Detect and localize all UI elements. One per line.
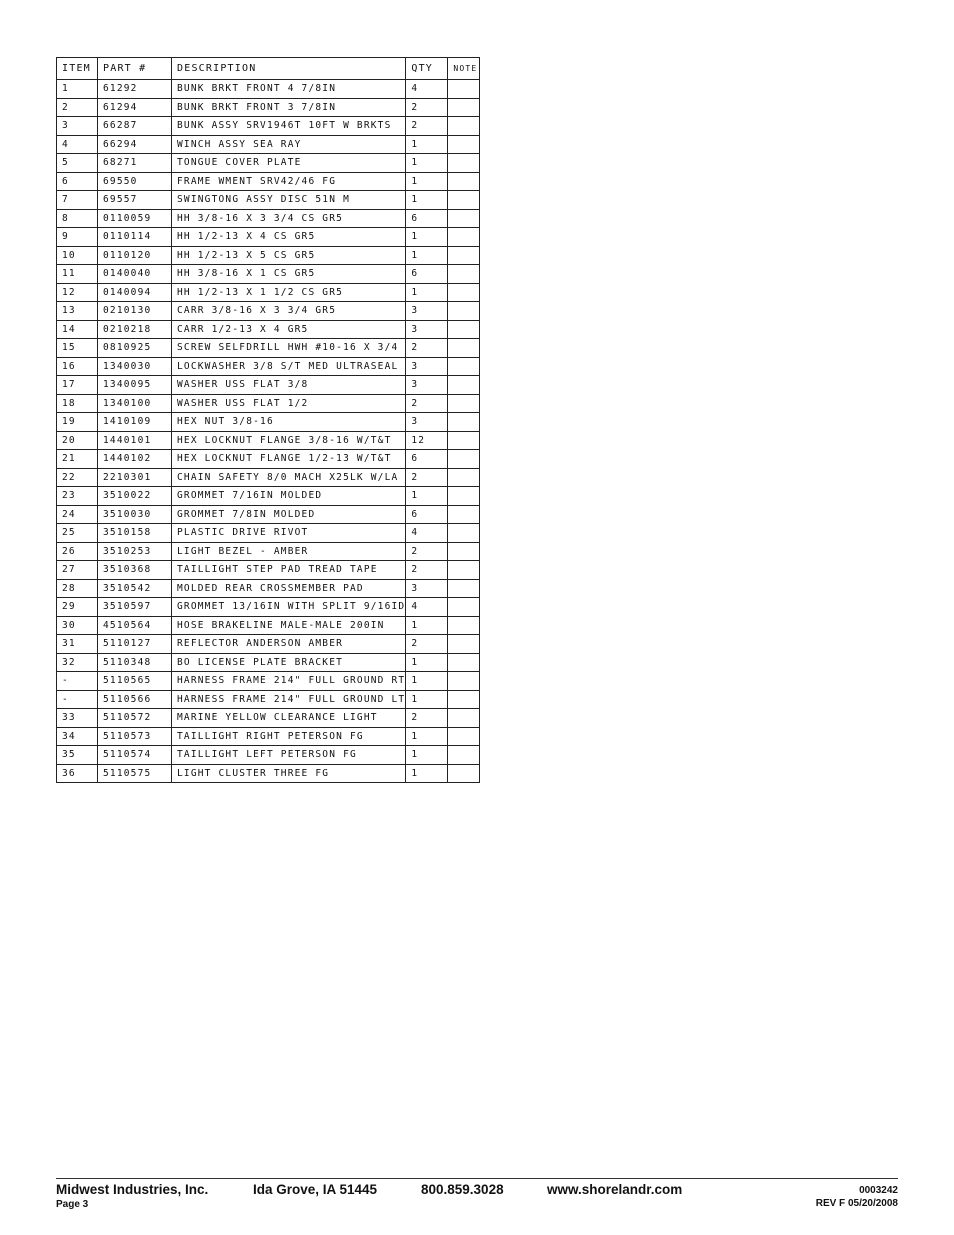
description-cell: BO LICENSE PLATE BRACKET — [172, 653, 406, 672]
description-cell: HEX LOCKNUT FLANGE 3/8-16 W/T&T — [172, 431, 406, 450]
note-cell — [448, 283, 480, 302]
part-number-cell: 61294 — [98, 98, 172, 117]
description-cell: MARINE YELLOW CLEARANCE LIGHT — [172, 709, 406, 728]
part-number-cell: 61292 — [98, 80, 172, 99]
item-cell: 26 — [57, 542, 98, 561]
table-row — [57, 117, 480, 136]
qty-cell: 2 — [406, 117, 448, 136]
table-row — [57, 616, 480, 635]
item-cell: 29 — [57, 598, 98, 617]
table-row — [57, 635, 480, 654]
table-row — [57, 98, 480, 117]
qty-cell: 2 — [406, 635, 448, 654]
header-qty: QTY — [406, 58, 448, 80]
part-number-cell: 5110566 — [98, 690, 172, 709]
table-row — [57, 542, 480, 561]
item-cell: - — [57, 690, 98, 709]
description-cell: PLASTIC DRIVE RIVOT — [172, 524, 406, 543]
item-cell: 24 — [57, 505, 98, 524]
item-cell: 36 — [57, 764, 98, 783]
qty-cell: 3 — [406, 357, 448, 376]
description-cell: BUNK ASSY SRV1946T 10FT W BRKTS — [172, 117, 406, 136]
description-cell: LIGHT BEZEL - AMBER — [172, 542, 406, 561]
item-cell: 33 — [57, 709, 98, 728]
table-row — [57, 80, 480, 99]
table-row — [57, 450, 480, 469]
item-cell: 12 — [57, 283, 98, 302]
item-cell: 5 — [57, 154, 98, 173]
table-row — [57, 135, 480, 154]
footer-doc-number: 0003242 — [859, 1185, 898, 1196]
item-cell: 10 — [57, 246, 98, 265]
description-cell: WASHER USS FLAT 1/2 — [172, 394, 406, 413]
part-number-cell: 69550 — [98, 172, 172, 191]
table-row — [57, 487, 480, 506]
parts-table-body — [57, 80, 480, 783]
description-cell: CHAIN SAFETY 8/0 MACH X25LK W/LA — [172, 468, 406, 487]
description-cell: BUNK BRKT FRONT 3 7/8IN — [172, 98, 406, 117]
table-row — [57, 246, 480, 265]
note-cell — [448, 98, 480, 117]
note-cell — [448, 505, 480, 524]
qty-cell: 1 — [406, 672, 448, 691]
description-cell: TAILLIGHT LEFT PETERSON FG — [172, 746, 406, 765]
note-cell — [448, 690, 480, 709]
qty-cell: 1 — [406, 246, 448, 265]
part-number-cell: 5110127 — [98, 635, 172, 654]
description-cell: TAILLIGHT RIGHT PETERSON FG — [172, 727, 406, 746]
part-number-cell: 0110114 — [98, 228, 172, 247]
note-cell — [448, 431, 480, 450]
note-cell — [448, 135, 480, 154]
qty-cell: 4 — [406, 598, 448, 617]
qty-cell: 1 — [406, 727, 448, 746]
qty-cell: 1 — [406, 764, 448, 783]
item-cell: 2 — [57, 98, 98, 117]
header-item: ITEM — [57, 58, 98, 80]
table-row — [57, 431, 480, 450]
item-cell: 30 — [57, 616, 98, 635]
note-cell — [448, 598, 480, 617]
note-cell — [448, 246, 480, 265]
description-cell: TONGUE COVER PLATE — [172, 154, 406, 173]
table-row — [57, 172, 480, 191]
table-row — [57, 727, 480, 746]
table-row — [57, 339, 480, 358]
part-number-cell: 1440101 — [98, 431, 172, 450]
item-cell: 11 — [57, 265, 98, 284]
part-number-cell: 5110574 — [98, 746, 172, 765]
item-cell: 32 — [57, 653, 98, 672]
note-cell — [448, 191, 480, 210]
note-cell — [448, 450, 480, 469]
description-cell: LOCKWASHER 3/8 S/T MED ULTRASEAL — [172, 357, 406, 376]
item-cell: 35 — [57, 746, 98, 765]
table-row — [57, 191, 480, 210]
note-cell — [448, 468, 480, 487]
qty-cell: 1 — [406, 487, 448, 506]
description-cell: GROMMET 13/16IN WITH SPLIT 9/16ID — [172, 598, 406, 617]
part-number-cell: 0140040 — [98, 265, 172, 284]
qty-cell: 4 — [406, 80, 448, 99]
item-cell: - — [57, 672, 98, 691]
qty-cell: 4 — [406, 524, 448, 543]
description-cell: HEX NUT 3/8-16 — [172, 413, 406, 432]
item-cell: 17 — [57, 376, 98, 395]
note-cell — [448, 672, 480, 691]
note-cell — [448, 616, 480, 635]
part-number-cell: 5110572 — [98, 709, 172, 728]
item-cell: 18 — [57, 394, 98, 413]
part-number-cell: 0110120 — [98, 246, 172, 265]
table-row — [57, 709, 480, 728]
footer-city: Ida Grove, IA 51445 — [253, 1182, 378, 1197]
description-cell: BUNK BRKT FRONT 4 7/8IN — [172, 80, 406, 99]
part-number-cell: 3510253 — [98, 542, 172, 561]
part-number-cell: 3510022 — [98, 487, 172, 506]
qty-cell: 3 — [406, 579, 448, 598]
item-cell: 7 — [57, 191, 98, 210]
table-header-row — [57, 58, 480, 80]
note-cell — [448, 154, 480, 173]
description-cell: HARNESS FRAME 214" FULL GROUND RT — [172, 672, 406, 691]
note-cell — [448, 209, 480, 228]
part-number-cell: 3510158 — [98, 524, 172, 543]
part-number-cell: 1340100 — [98, 394, 172, 413]
item-cell: 19 — [57, 413, 98, 432]
item-cell: 16 — [57, 357, 98, 376]
item-cell: 28 — [57, 579, 98, 598]
description-cell: HARNESS FRAME 214" FULL GROUND LT — [172, 690, 406, 709]
table-row — [57, 561, 480, 580]
qty-cell: 2 — [406, 394, 448, 413]
item-cell: 4 — [57, 135, 98, 154]
footer-phone: 800.859.3028 — [421, 1182, 504, 1197]
table-row — [57, 302, 480, 321]
description-cell: CARR 3/8-16 X 3 3/4 GR5 — [172, 302, 406, 321]
note-cell — [448, 542, 480, 561]
qty-cell: 2 — [406, 339, 448, 358]
header-note: NOTE — [448, 58, 480, 80]
item-cell: 20 — [57, 431, 98, 450]
qty-cell: 1 — [406, 154, 448, 173]
qty-cell: 1 — [406, 746, 448, 765]
note-cell — [448, 302, 480, 321]
table-row — [57, 579, 480, 598]
note-cell — [448, 746, 480, 765]
table-row — [57, 524, 480, 543]
note-cell — [448, 579, 480, 598]
qty-cell: 12 — [406, 431, 448, 450]
note-cell — [448, 376, 480, 395]
part-number-cell: 5110575 — [98, 764, 172, 783]
qty-cell: 2 — [406, 561, 448, 580]
item-cell: 15 — [57, 339, 98, 358]
part-number-cell: 5110573 — [98, 727, 172, 746]
part-number-cell: 0210218 — [98, 320, 172, 339]
qty-cell: 3 — [406, 320, 448, 339]
note-cell — [448, 339, 480, 358]
qty-cell: 6 — [406, 505, 448, 524]
qty-cell: 6 — [406, 209, 448, 228]
item-cell: 27 — [57, 561, 98, 580]
note-cell — [448, 265, 480, 284]
qty-cell: 6 — [406, 265, 448, 284]
part-number-cell: 3510368 — [98, 561, 172, 580]
note-cell — [448, 320, 480, 339]
header-description: DESCRIPTION — [172, 58, 406, 80]
part-number-cell: 0210130 — [98, 302, 172, 321]
footer-page-number: Page 3 — [56, 1199, 89, 1210]
part-number-cell: 1410109 — [98, 413, 172, 432]
qty-cell: 1 — [406, 228, 448, 247]
table-row — [57, 746, 480, 765]
part-number-cell: 0110059 — [98, 209, 172, 228]
description-cell: FRAME WMENT SRV42/46 FG — [172, 172, 406, 191]
description-cell: GROMMET 7/8IN MOLDED — [172, 505, 406, 524]
table-row — [57, 265, 480, 284]
item-cell: 13 — [57, 302, 98, 321]
table-row — [57, 320, 480, 339]
description-cell: HH 3/8-16 X 1 CS GR5 — [172, 265, 406, 284]
description-cell: WINCH ASSY SEA RAY — [172, 135, 406, 154]
qty-cell: 1 — [406, 283, 448, 302]
qty-cell: 2 — [406, 542, 448, 561]
table-row — [57, 653, 480, 672]
qty-cell: 3 — [406, 302, 448, 321]
qty-cell: 3 — [406, 376, 448, 395]
qty-cell: 1 — [406, 191, 448, 210]
note-cell — [448, 561, 480, 580]
description-cell: HOSE BRAKELINE MALE-MALE 200IN — [172, 616, 406, 635]
qty-cell: 1 — [406, 135, 448, 154]
item-cell: 1 — [57, 80, 98, 99]
part-number-cell: 68271 — [98, 154, 172, 173]
part-number-cell: 4510564 — [98, 616, 172, 635]
qty-cell: 3 — [406, 413, 448, 432]
qty-cell: 2 — [406, 709, 448, 728]
note-cell — [448, 653, 480, 672]
part-number-cell: 3510030 — [98, 505, 172, 524]
part-number-cell: 69557 — [98, 191, 172, 210]
footer-company: Midwest Industries, Inc. — [56, 1182, 209, 1197]
note-cell — [448, 727, 480, 746]
header-part-number: PART # — [98, 58, 172, 80]
note-cell — [448, 709, 480, 728]
item-cell: 23 — [57, 487, 98, 506]
footer-website: www.shorelandr.com — [547, 1182, 683, 1197]
note-cell — [448, 635, 480, 654]
part-number-cell: 0810925 — [98, 339, 172, 358]
description-cell: LIGHT CLUSTER THREE FG — [172, 764, 406, 783]
qty-cell: 1 — [406, 653, 448, 672]
description-cell: HEX LOCKNUT FLANGE 1/2-13 W/T&T — [172, 450, 406, 469]
item-cell: 21 — [57, 450, 98, 469]
description-cell: HH 1/2-13 X 4 CS GR5 — [172, 228, 406, 247]
item-cell: 9 — [57, 228, 98, 247]
note-cell — [448, 172, 480, 191]
part-number-cell: 2210301 — [98, 468, 172, 487]
table-row — [57, 690, 480, 709]
description-cell: WASHER USS FLAT 3/8 — [172, 376, 406, 395]
description-cell: HH 1/2-13 X 5 CS GR5 — [172, 246, 406, 265]
note-cell — [448, 357, 480, 376]
note-cell — [448, 487, 480, 506]
part-number-cell: 66287 — [98, 117, 172, 136]
table-row — [57, 505, 480, 524]
table-row — [57, 413, 480, 432]
qty-cell: 1 — [406, 172, 448, 191]
note-cell — [448, 394, 480, 413]
part-number-cell: 3510597 — [98, 598, 172, 617]
table-row — [57, 764, 480, 783]
description-cell: SCREW SELFDRILL HWH #10-16 X 3/4 — [172, 339, 406, 358]
item-cell: 31 — [57, 635, 98, 654]
item-cell: 3 — [57, 117, 98, 136]
item-cell: 6 — [57, 172, 98, 191]
description-cell: SWINGTONG ASSY DISC 51N M — [172, 191, 406, 210]
parts-list-table — [56, 57, 480, 783]
part-number-cell: 3510542 — [98, 579, 172, 598]
table-row — [57, 598, 480, 617]
note-cell — [448, 413, 480, 432]
description-cell: TAILLIGHT STEP PAD TREAD TAPE — [172, 561, 406, 580]
description-cell: HH 1/2-13 X 1 1/2 CS GR5 — [172, 283, 406, 302]
table-row — [57, 672, 480, 691]
item-cell: 25 — [57, 524, 98, 543]
part-number-cell: 1340095 — [98, 376, 172, 395]
description-cell: MOLDED REAR CROSSMEMBER PAD — [172, 579, 406, 598]
part-number-cell: 5110565 — [98, 672, 172, 691]
part-number-cell: 5110348 — [98, 653, 172, 672]
description-cell: REFLECTOR ANDERSON AMBER — [172, 635, 406, 654]
qty-cell: 2 — [406, 468, 448, 487]
item-cell: 8 — [57, 209, 98, 228]
note-cell — [448, 117, 480, 136]
table-row — [57, 376, 480, 395]
footer-revision: REV F 05/20/2008 — [815, 1198, 898, 1209]
table-row — [57, 154, 480, 173]
item-cell: 14 — [57, 320, 98, 339]
table-row — [57, 228, 480, 247]
table-row — [57, 394, 480, 413]
description-cell: CARR 1/2-13 X 4 GR5 — [172, 320, 406, 339]
part-number-cell: 1440102 — [98, 450, 172, 469]
qty-cell: 6 — [406, 450, 448, 469]
qty-cell: 1 — [406, 616, 448, 635]
table-row — [57, 468, 480, 487]
note-cell — [448, 228, 480, 247]
part-number-cell: 66294 — [98, 135, 172, 154]
description-cell: HH 3/8-16 X 3 3/4 CS GR5 — [172, 209, 406, 228]
table-row — [57, 283, 480, 302]
part-number-cell: 0140094 — [98, 283, 172, 302]
page-footer — [56, 1178, 898, 1210]
item-cell: 34 — [57, 727, 98, 746]
table-row — [57, 209, 480, 228]
item-cell: 22 — [57, 468, 98, 487]
description-cell: GROMMET 7/16IN MOLDED — [172, 487, 406, 506]
qty-cell: 1 — [406, 690, 448, 709]
note-cell — [448, 764, 480, 783]
table-row — [57, 357, 480, 376]
note-cell — [448, 80, 480, 99]
note-cell — [448, 524, 480, 543]
qty-cell: 2 — [406, 98, 448, 117]
part-number-cell: 1340030 — [98, 357, 172, 376]
